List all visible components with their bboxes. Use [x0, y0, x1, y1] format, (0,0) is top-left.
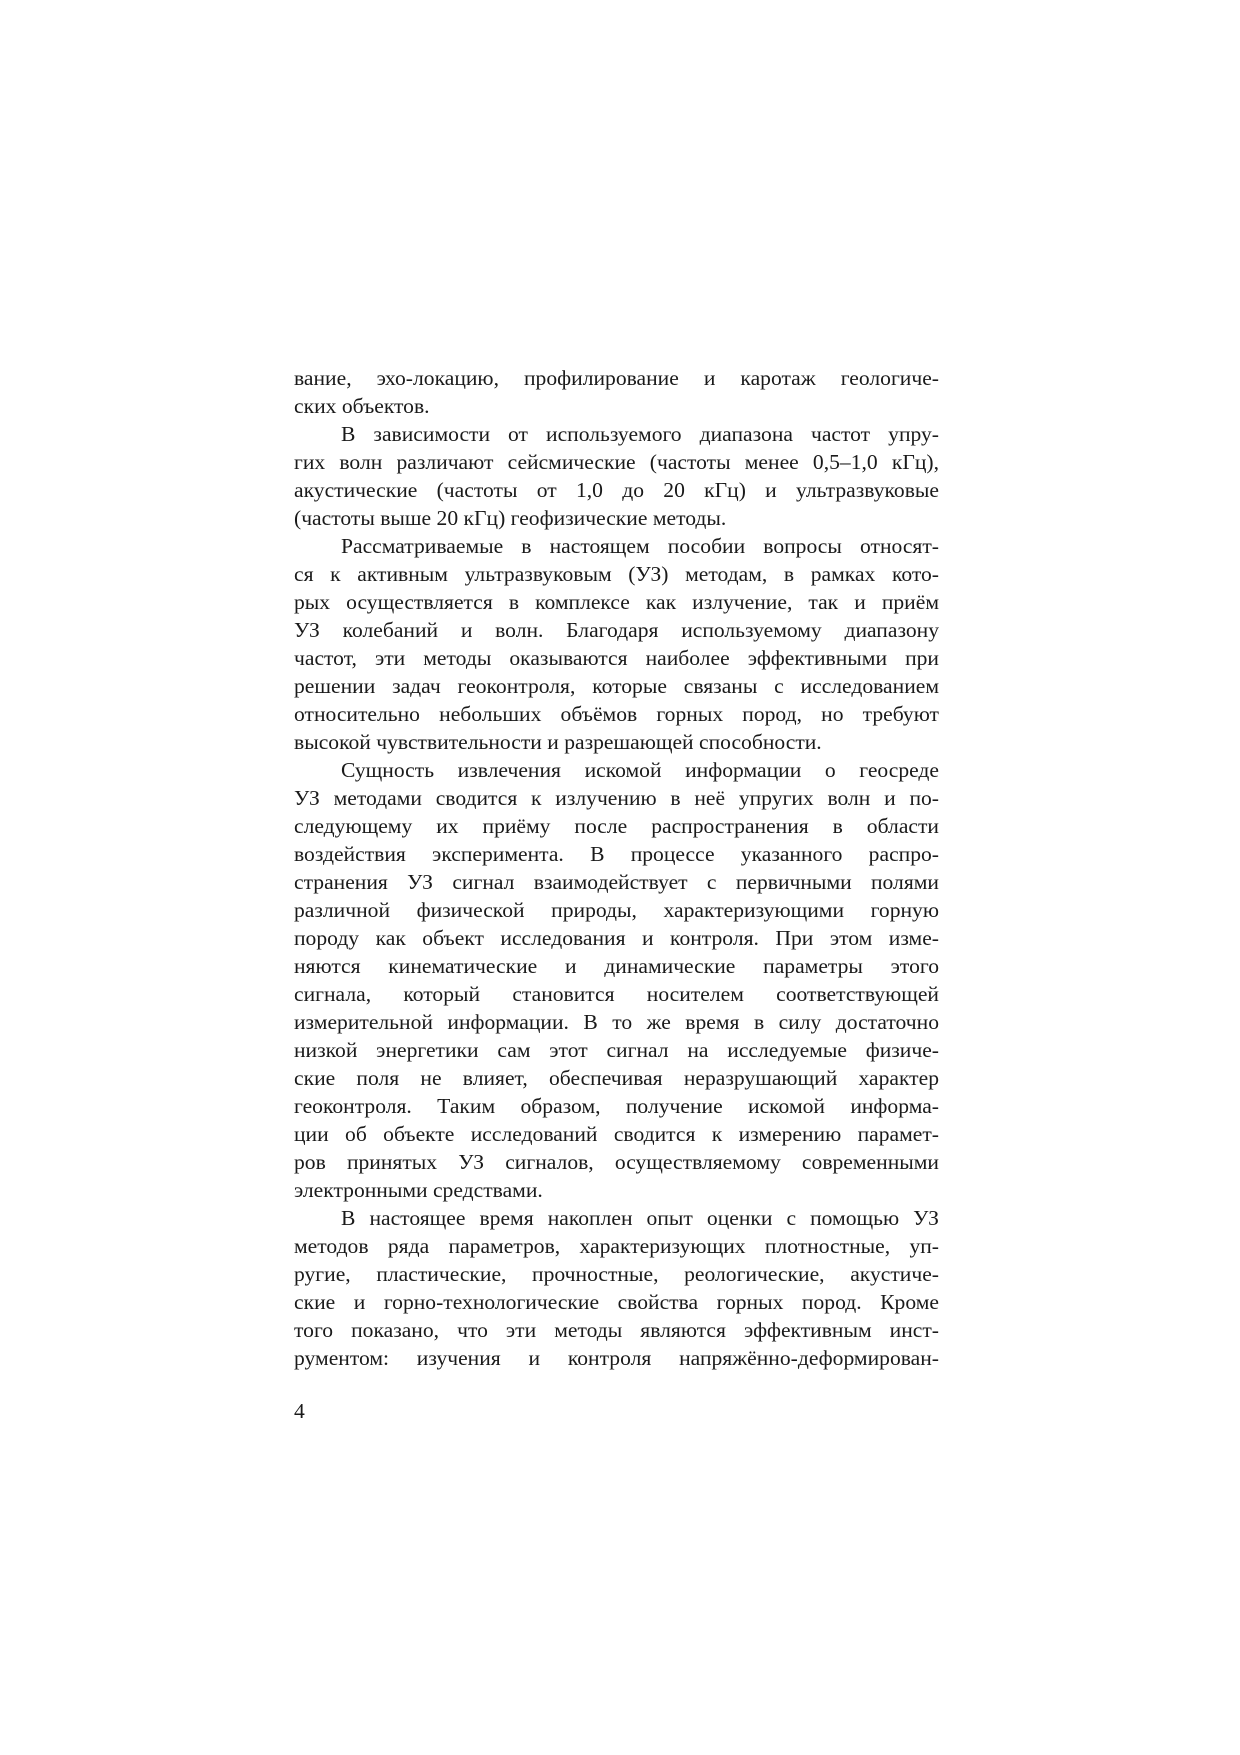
text-line: ругие, пластические, прочностные, реологические, акустиче- [294, 1262, 939, 1286]
text-line: воздействия эксперимента. В процессе указанного распро- [294, 842, 939, 866]
body-text [294, 364, 939, 1372]
text-line: ские поля не влияет, обеспечивая неразрушающий характер [294, 1066, 939, 1090]
text-line: ции об объекте исследований сводится к измерению парамет- [294, 1122, 939, 1146]
text-line: методов ряда параметров, характеризующих плотностные, уп- [294, 1234, 939, 1258]
text-line: В зависимости от используемого диапазона частот упру- [341, 422, 939, 446]
text-line: сигнала, который становится носителем соответствующей [294, 982, 939, 1006]
text-line: В настоящее время накоплен опыт оценки с помощью УЗ [341, 1206, 939, 1230]
text-line: частот, эти методы оказываются наиболее эффективными при [294, 646, 939, 670]
text-line: (частоты выше 20 кГц) геофизические методы. [294, 506, 727, 530]
text-line: Сущность извлечения искомой информации о геосреде [341, 758, 939, 782]
text-line: УЗ методами сводится к излучению в неё упругих волн и по- [294, 786, 939, 810]
text-line: электронными средствами. [294, 1178, 543, 1202]
text-line: породу как объект исследования и контроля. При этом изме- [294, 926, 939, 950]
text-line: акустические (частоты от 1,0 до 20 кГц) и ультразвуковые [294, 478, 939, 502]
text-line: решении задач геоконтроля, которые связаны с исследованием [294, 674, 939, 698]
text-line: вание, эхо-локацию, профилирование и каротаж геологиче- [294, 366, 939, 390]
page-number: 4 [294, 1399, 305, 1423]
text-line: рых осуществляется в комплексе как излучение, так и приём [294, 590, 939, 614]
paragraph [294, 1204, 939, 1372]
text-line: гих волн различают сейсмические (частоты менее 0,5–1,0 кГц), [294, 450, 939, 474]
text-line: Рассматриваемые в настоящем пособии вопросы относят- [341, 534, 939, 558]
paragraph [294, 364, 939, 420]
text-line: низкой энергетики сам этот сигнал на исследуемые физиче- [294, 1038, 939, 1062]
text-line: ских объектов. [294, 394, 430, 418]
text-line: рументом: изучения и контроля напряжённо-деформирован- [294, 1346, 939, 1370]
paragraph [294, 532, 939, 756]
text-line: следующему их приёму после распространения в области [294, 814, 939, 838]
text-line: геоконтроля. Таким образом, получение искомой информа- [294, 1094, 939, 1118]
text-line: ся к активным ультразвуковым (УЗ) методам, в рамках кото- [294, 562, 939, 586]
text-line: няются кинематические и динамические параметры этого [294, 954, 939, 978]
text-line: УЗ колебаний и волн. Благодаря используемому диапазону [294, 618, 939, 642]
text-line: ские и горно-технологические свойства горных пород. Кроме [294, 1290, 939, 1314]
text-line: того показано, что эти методы являются эффективным инст- [294, 1318, 939, 1342]
text-line: различной физической природы, характеризующими горную [294, 898, 939, 922]
text-line: относительно небольших объёмов горных пород, но требуют [294, 702, 939, 726]
text-line: ров принятых УЗ сигналов, осуществляемому современными [294, 1150, 939, 1174]
text-line: странения УЗ сигнал взаимодействует с первичными полями [294, 870, 939, 894]
paragraph [294, 420, 939, 532]
text-line: высокой чувствительности и разрешающей способности. [294, 730, 822, 754]
text-line: измерительной информации. В то же время в силу достаточно [294, 1010, 939, 1034]
paragraph [294, 756, 939, 1204]
